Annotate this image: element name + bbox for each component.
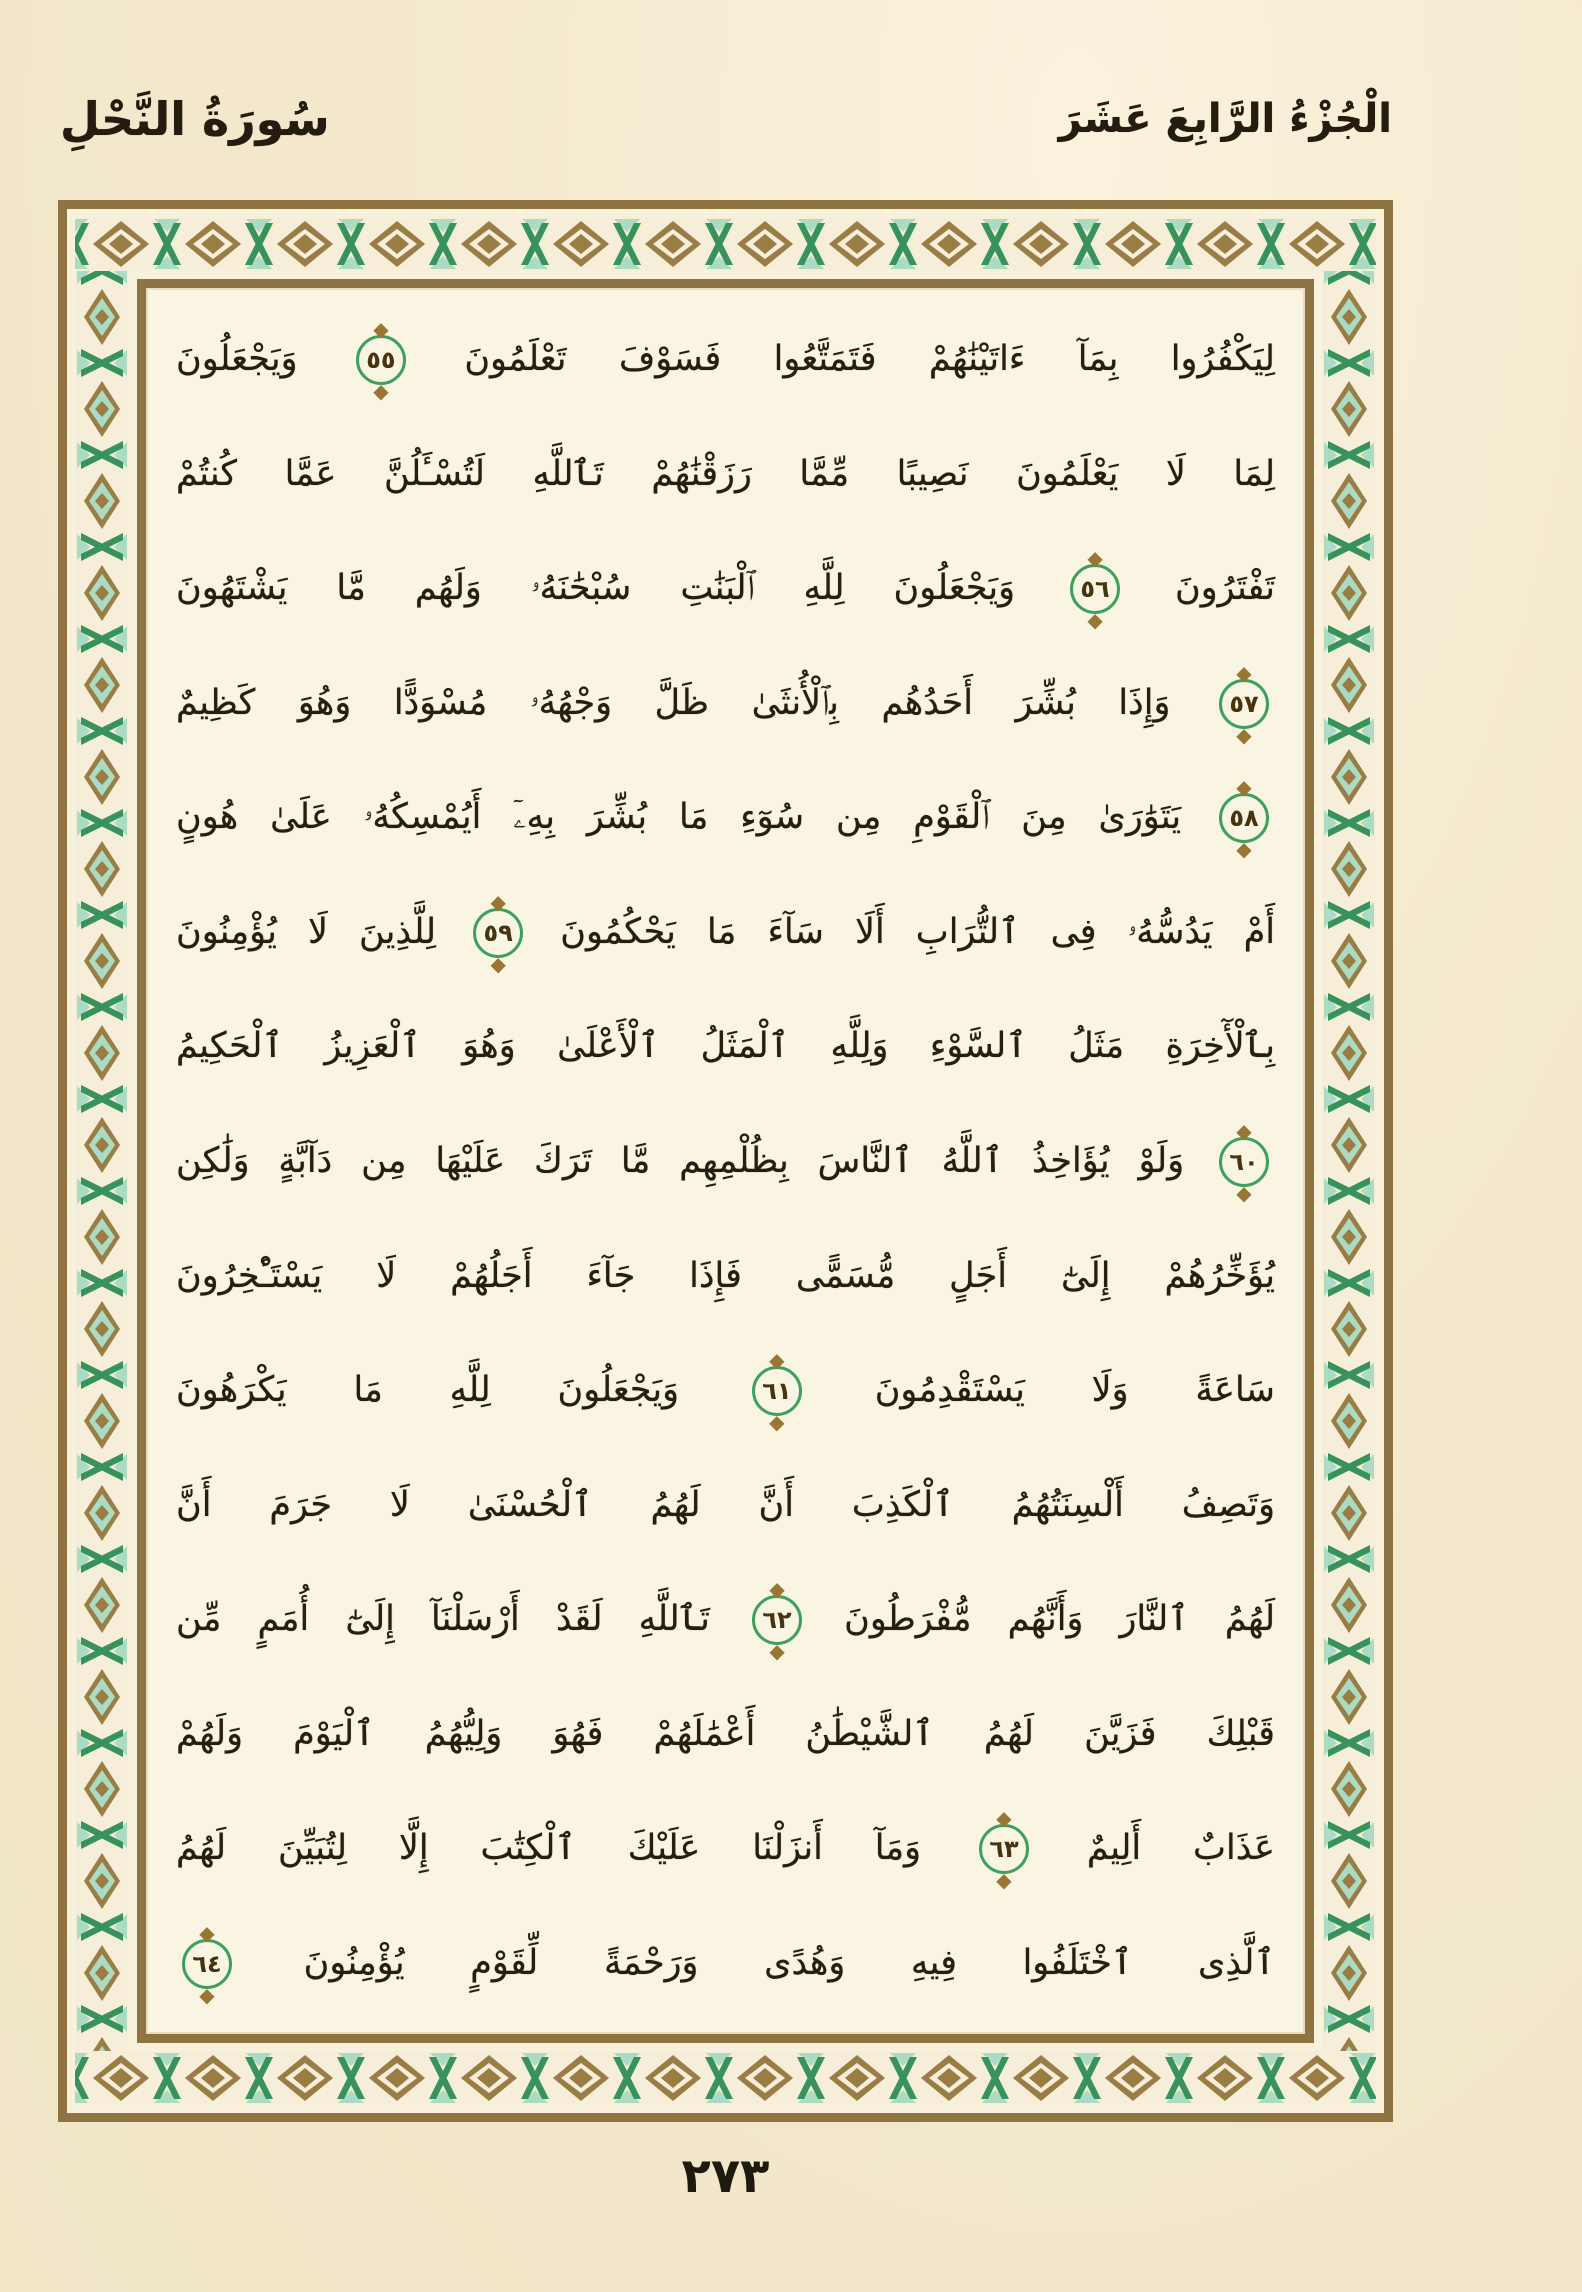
ayah-marker [979,1806,1029,1893]
verse-text: لِيَكْفُرُوا بِمَآ ءَاتَيْنَٰهُمْ فَتَمَتَّعُوا فَسَوْفَ تَعْلَمُونَ [464,339,1275,380]
verse-text: قَبْلِكَ فَزَيَّنَ لَهُمُ ٱلشَّيْطَٰنُ أَعْمَٰلَهُمْ فَهُوَ وَلِيُّهُمُ ٱلْيَوْمَ وَلَهُمْ [176,1713,1275,1754]
ayah-number: ٥٧ [1229,689,1259,718]
ayah-ornament-bottom-icon: ◆ [769,1639,785,1664]
ayah-ornament-top-icon: ◆ [1236,775,1252,800]
ayah-marker [473,889,523,976]
ayah-marker [1070,546,1120,633]
ayah-ornament-top-icon: ◆ [769,1348,785,1373]
verse-text: تَٱللَّهِ لَقَدْ أَرْسَلْنَآ إِلَىٰٓ أُمَمٍ مِّن [176,1599,710,1640]
quran-line-12 [176,1564,1275,1674]
ayah-ornament-top-icon: ◆ [996,1806,1012,1831]
ayah-number: ٥٩ [483,918,513,947]
ayah-number: ٦١ [762,1377,792,1406]
quran-line-14 [176,1793,1275,1903]
ayah-number: ٦٠ [1229,1147,1259,1176]
verse-text: بِٱلْأٓخِرَةِ مَثَلُ ٱلسَّوْءِ وَلِلَّهِ ٱلْمَثَلُ ٱلْأَعْلَىٰ وَهُوَ ٱلْعَزِيزُ ٱلْحَكِيمُ [176,1026,1275,1067]
ayah-ornament-top-icon: ◆ [373,317,389,342]
border-pattern-left [75,271,129,2051]
verse-text: وَلَوْ يُؤَاخِذُ ٱللَّهُ ٱلنَّاسَ بِظُلْمِهِم مَّا تَرَكَ عَلَيْهَا مِن دَآبَّةٍ وَلَٰكِن [176,1140,1185,1181]
ayah-number: ٦٣ [989,1835,1019,1864]
verse-text: يَتَوَٰرَىٰ مِنَ ٱلْقَوْمِ مِن سُوٓءِ مَا بُشِّرَ بِهِۦٓ أَيُمْسِكُهُۥ عَلَىٰ هُونٍ [176,797,1182,838]
verse-text: تَفْتَرُونَ [1175,568,1275,609]
verse-text: وَتَصِفُ أَلْسِنَتُهُمُ ٱلْكَذِبَ أَنَّ لَهُمُ ٱلْحُسْنَىٰ لَا جَرَمَ أَنَّ [176,1484,1275,1525]
quran-line-4 [176,648,1275,758]
quran-line-10 [176,1335,1275,1445]
border-pattern-bottom [75,2051,1376,2105]
ayah-ornament-bottom-icon: ◆ [1087,608,1103,633]
ayah-marker [182,1920,232,2007]
ayah-ornament-top-icon: ◆ [1236,660,1252,685]
ayah-ornament-top-icon: ◆ [1087,546,1103,571]
quran-line-1 [176,304,1275,414]
verse-text-area [176,302,1275,2020]
verse-text: لِمَا لَا يَعْلَمُونَ نَصِيبًا مِّمَّا رَزَقْنَٰهُمْ تَٱللَّهِ لَتُسْـَٔلُنَّ عَمَّا كُنتُمْ [176,453,1275,494]
surah-title: سُورَةُ النَّحْلِ [60,92,330,146]
quran-line-5 [176,762,1275,872]
ayah-ornament-bottom-icon: ◆ [769,1410,785,1435]
verse-text: لِلَّذِينَ لَا يُؤْمِنُونَ [176,911,437,952]
quran-line-3 [176,533,1275,643]
verse-text: عَذَابٌ أَلِيمٌ [1086,1828,1275,1869]
ayah-marker [1219,660,1269,747]
ayah-marker [1219,1118,1269,1205]
decorative-frame [58,200,1393,2122]
verse-text: ٱلَّذِى ٱخْتَلَفُوا فِيهِ وَهُدًى وَرَحْمَةً لِّقَوْمٍ يُؤْمِنُونَ [303,1942,1275,1983]
ayah-ornament-top-icon: ◆ [1236,1118,1252,1143]
ayah-ornament-bottom-icon: ◆ [1236,722,1252,747]
ayah-number: ٥٦ [1080,575,1110,604]
quran-line-6 [176,877,1275,987]
quran-line-8 [176,1106,1275,1216]
ayah-marker [752,1577,802,1664]
ayah-ornament-top-icon: ◆ [490,889,506,914]
ayah-number: ٥٨ [1229,804,1259,833]
ornament-band [75,217,1376,2105]
ayah-ornament-top-icon: ◆ [199,1920,215,1945]
ayah-marker [752,1348,802,1435]
border-pattern-right [1322,271,1376,2051]
ayah-marker [356,317,406,404]
ayah-number: ٦٤ [192,1949,222,1978]
verse-text: سَاعَةً وَلَا يَسْتَقْدِمُونَ [874,1370,1275,1411]
ayah-ornament-bottom-icon: ◆ [1236,837,1252,862]
verse-text: لَهُمُ ٱلنَّارَ وَأَنَّهُم مُّفْرَطُونَ [844,1599,1275,1640]
ayah-number: ٥٥ [366,346,396,375]
verse-text: يُؤَخِّرُهُمْ إِلَىٰٓ أَجَلٍ مُّسَمًّى فَإِذَا جَآءَ أَجَلُهُمْ لَا يَسْتَـْٔخِرُونَ [176,1255,1275,1296]
ayah-ornament-top-icon: ◆ [769,1577,785,1602]
quran-line-15 [176,1908,1275,2018]
ayah-ornament-bottom-icon: ◆ [996,1868,1012,1893]
quran-line-2 [176,419,1275,529]
verse-text: وَإِذَا بُشِّرَ أَحَدُهُم بِٱلْأُنثَىٰ ظَلَّ وَجْهُهُۥ مُسْوَدًّا وَهُوَ كَظِيمٌ [176,682,1171,723]
ayah-number: ٦٢ [762,1606,792,1635]
verse-text: أَمْ يَدُسُّهُۥ فِى ٱلتُّرَابِ أَلَا سَآءَ مَا يَحْكُمُونَ [560,911,1275,952]
inner-frame [137,279,1314,2043]
ayah-ornament-bottom-icon: ◆ [1236,1180,1252,1205]
verse-text: وَيَجْعَلُونَ [176,339,298,380]
juz-title: الْجُزْءُ الرَّابِعَ عَشَرَ [1058,96,1392,142]
quran-line-13 [176,1679,1275,1789]
quran-line-11 [176,1450,1275,1560]
quran-line-9 [176,1221,1275,1331]
verse-text: وَمَآ أَنزَلْنَا عَلَيْكَ ٱلْكِتَٰبَ إِلَّا لِتُبَيِّنَ لَهُمُ [176,1828,922,1869]
verse-text: وَيَجْعَلُونَ لِلَّهِ ٱلْبَنَٰتِ سُبْحَٰنَهُۥ وَلَهُم مَّا يَشْتَهُونَ [176,568,1016,609]
ayah-ornament-bottom-icon: ◆ [199,1982,215,2007]
ayah-marker [1219,775,1269,862]
verse-text: وَيَجْعَلُونَ لِلَّهِ مَا يَكْرَهُونَ [176,1370,680,1411]
page-number: ٢٧٣ [681,2148,770,2204]
ayah-ornament-bottom-icon: ◆ [373,379,389,404]
ayah-ornament-bottom-icon: ◆ [490,951,506,976]
border-pattern-top [75,217,1376,271]
quran-line-7 [176,991,1275,1101]
